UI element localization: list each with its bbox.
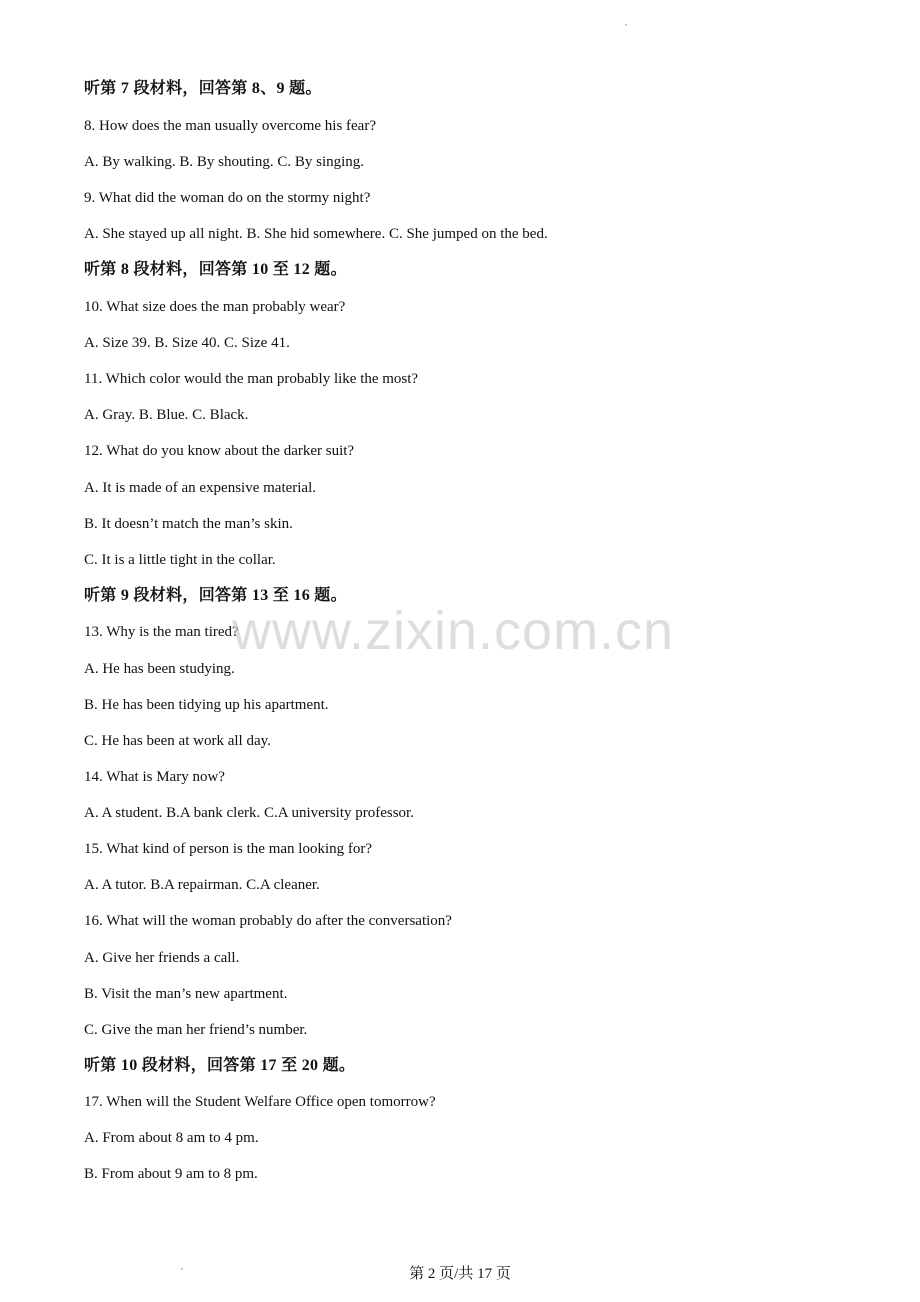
question-10: 10. What size does the man probably wear? (84, 299, 346, 315)
question-13-option-a: A. He has been studying. (84, 661, 235, 677)
question-16: 16. What will the woman probably do after the conversation? (84, 913, 452, 929)
section-9-heading: 听第 9 段材料，回答第 13 至 16 题。 (84, 587, 347, 604)
watermark: www.zixin.com.cn (232, 601, 675, 661)
question-17-option-b: B. From about 9 am to 8 pm. (84, 1166, 258, 1182)
question-14: 14. What is Mary now? (84, 769, 225, 785)
question-13: 13. Why is the man tired? (84, 624, 239, 640)
question-15: 15. What kind of person is the man looking for? (84, 841, 373, 857)
scan-speck (625, 24, 627, 26)
question-12: 12. What do you know about the darker suit? (84, 443, 355, 459)
question-8: 8. How does the man usually overcome his fear? (84, 118, 376, 134)
question-17-option-a: A. From about 8 am to 4 pm. (84, 1130, 259, 1146)
question-12-option-c: C. It is a little tight in the collar. (84, 552, 276, 568)
question-15-options: A. A tutor. B.A repairman. C.A cleaner. (84, 877, 320, 893)
question-16-option-b: B. Visit the man’s new apartment. (84, 986, 288, 1002)
question-17: 17. When will the Student Welfare Office open tomorrow? (84, 1094, 436, 1110)
question-12-option-a: A. It is made of an expensive material. (84, 480, 317, 496)
question-11: 11. Which color would the man probably like the most? (84, 371, 419, 387)
section-10-heading: 听第 10 段材料，回答第 17 至 20 题。 (84, 1057, 356, 1074)
page-number: 第 2 页/共 17 页 (409, 1266, 511, 1282)
question-9: 9. What did the woman do on the stormy night? (84, 190, 371, 206)
question-14-options: A. A student. B.A bank clerk. C.A university professor. (84, 805, 414, 821)
question-10-options: A. Size 39. B. Size 40. C. Size 41. (84, 335, 290, 351)
question-11-options: A. Gray. B. Blue. C. Black. (84, 407, 249, 423)
question-9-options: A. She stayed up all night. B. She hid somewhere. C. She jumped on the bed. (84, 226, 548, 242)
question-8-options: A. By walking. B. By shouting. C. By singing. (84, 154, 365, 170)
section-7-heading: 听第 7 段材料，回答第 8、9 题。 (84, 80, 322, 97)
question-16-option-a: A. Give her friends a call. (84, 950, 240, 966)
question-12-option-b: B. It doesn’t match the man’s skin. (84, 516, 293, 532)
question-16-option-c: C. Give the man her friend’s number. (84, 1022, 308, 1038)
question-13-option-b: B. He has been tidying up his apartment. (84, 697, 329, 713)
section-8-heading: 听第 8 段材料，回答第 10 至 12 题。 (84, 261, 347, 278)
question-13-option-c: C. He has been at work all day. (84, 733, 271, 749)
